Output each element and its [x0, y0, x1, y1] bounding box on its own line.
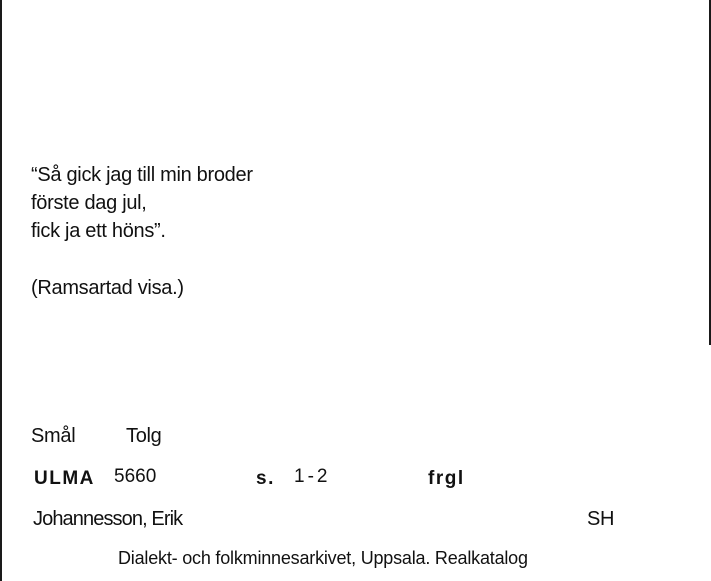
archive-code: ULMA	[34, 468, 95, 489]
pages-range: 1-2	[294, 466, 331, 487]
card-left-edge	[0, 0, 2, 581]
recorder-name: Johannesson, Erik	[33, 508, 183, 530]
recorder-initials: SH	[587, 508, 615, 530]
verse-line-3: fick ja ett höns”.	[31, 220, 166, 242]
parish-label: Tolg	[126, 425, 162, 447]
archive-footer: Dialekt- och folkminnesarkivet, Uppsala. Realkatalog	[118, 548, 528, 568]
province-label: Smål	[31, 425, 76, 447]
category-code: frgl	[428, 468, 465, 489]
record-number: 5660	[114, 466, 157, 487]
pages-prefix: s.	[256, 468, 275, 489]
song-type-note: (Ramsartad visa.)	[31, 277, 184, 299]
verse-line-1: “Så gick jag till min broder	[31, 164, 253, 186]
verse-line-2: förste dag jul,	[31, 192, 147, 214]
